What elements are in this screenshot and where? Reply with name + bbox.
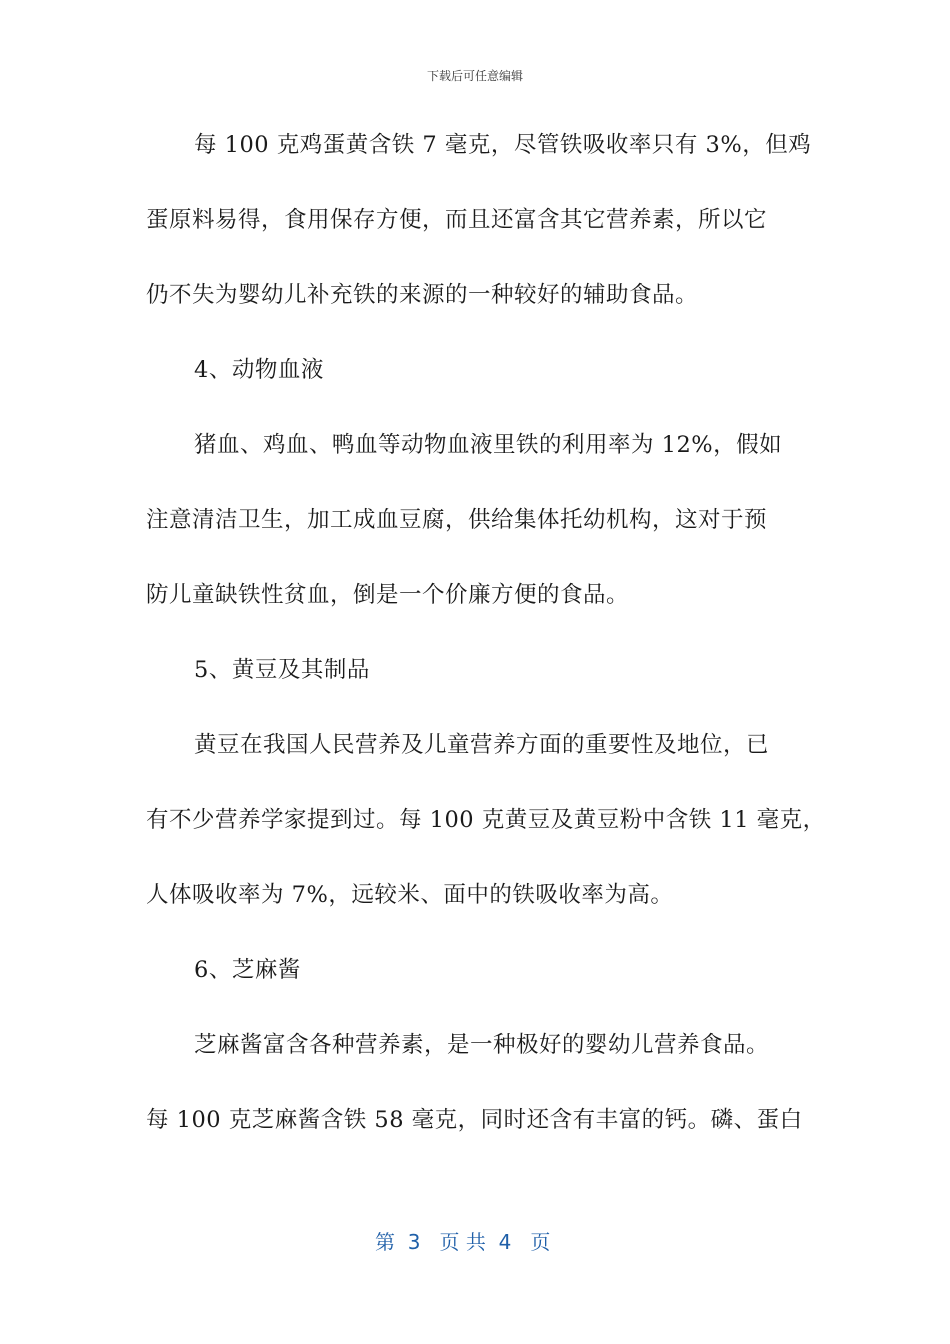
paragraph-line: 每 100 克鸡蛋黄含铁 7 毫克，尽管铁吸收率只有 3%，但鸡 [194,132,812,158]
section-heading: 6、芝麻酱 [194,957,301,983]
paragraph-line: 芝麻酱富含各种营养素，是一种极好的婴幼儿营养食品。 [194,1032,770,1058]
paragraph-line: 猪血、鸡血、鸭血等动物血液里铁的利用率为 12%，假如 [194,432,783,458]
page-number-footer: 第 3 页 共 4 页 [375,1230,551,1254]
section-heading: 5、黄豆及其制品 [194,657,370,683]
paragraph-line: 注意清洁卫生，加工成血豆腐，供给集体托幼机构，这对于预 [146,507,768,533]
paragraph-line: 人体吸收率为 7%，远较米、面中的铁吸收率为高。 [146,882,674,908]
paragraph-line: 防儿童缺铁性贫血，倒是一个价廉方便的食品。 [146,582,630,608]
paragraph-line: 每 100 克芝麻酱含铁 58 毫克，同时还含有丰富的钙。磷、蛋白 [146,1107,803,1133]
paragraph-line: 蛋原料易得，食用保存方便，而且还富含其它营养素，所以它 [146,207,768,233]
paragraph-line: 黄豆在我国人民营养及儿童营养方面的重要性及地位，已 [194,732,770,758]
page-header: 下载后可任意编辑 [426,69,523,83]
section-heading: 4、动物血液 [194,357,324,383]
paragraph-line: 仍不失为婴幼儿补充铁的来源的一种较好的辅助食品。 [146,282,699,308]
paragraph-line: 有不少营养学家提到过。每 100 克黄豆及黄豆粉中含铁 11 毫克， [146,807,826,833]
